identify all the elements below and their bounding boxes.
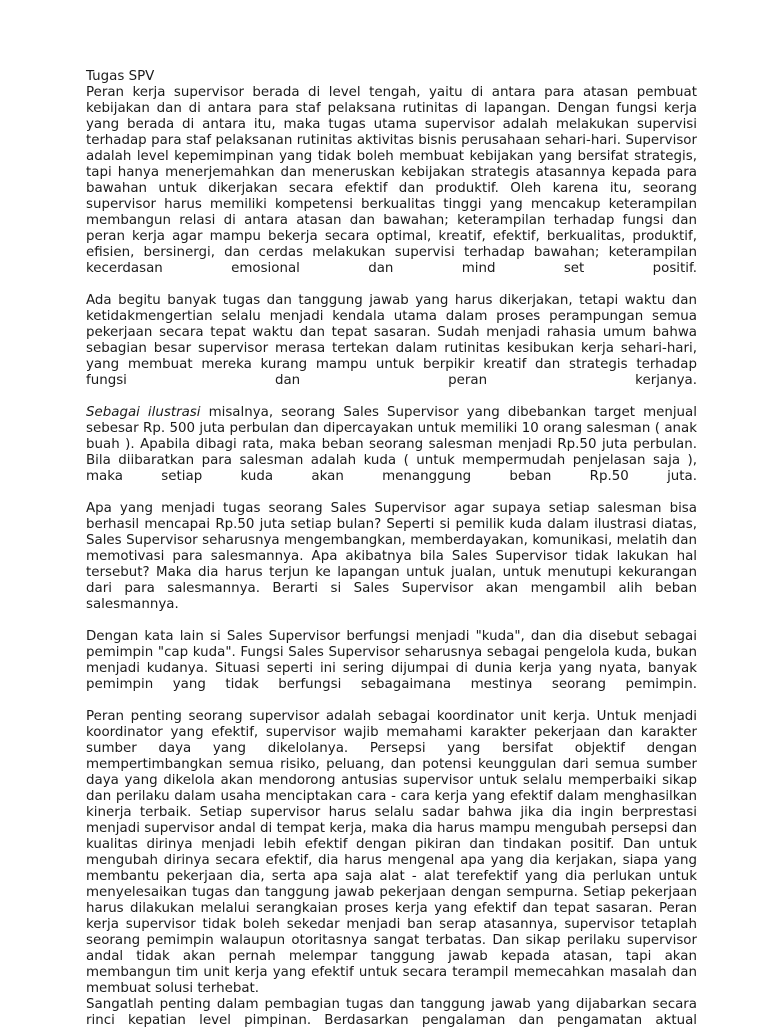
document-page bbox=[86, 69, 697, 1029]
document-title: Tugas SPV bbox=[86, 69, 155, 84]
illustration-body: misalnya, seorang Sales Supervisor yang dibebankan target menjual sebesar Rp. 500 juta perbulan dan dipercayakan untuk memiliki 10 orang salesman ( anak buah ). Apabila dibagi rata, maka beban seorang salesman menjadi Rp.50 juta perbulan. Bila diibaratkan para salesman adalah kuda ( untuk mempermudah penjelasan saja ), maka setiap kuda akan menanggung beban Rp.50 juta. bbox=[86, 405, 697, 484]
paragraph-illustration bbox=[86, 405, 697, 485]
paragraph-coordinator: Peran penting seorang supervisor adalah sebagai koordinator unit kerja. Untuk menjadi koordinator yang efektif, supervisor wajib memahami karakter pekerjaan dan karakter sumber daya yang dikelolanya. Persepsi yang bersifat objektif dengan mempertimbangkan semua risiko, peluang, dan potensi keunggulan dari semua sumber daya yang dikelola akan mendorong antusias supervisor untuk selalu memperbaiki sikap dan perilaku dalam usaha menciptakan cara - cara kerja yang efektif dalam menghasilkan kinerja terbaik. Setiap supervisor harus selalu sadar bahwa jika dia ingin berprestasi menjadi supervisor andal di tempat kerja, maka dia harus mampu mengubah persepsi dan kualitas dirinya menjadi lebih efektif dengan pikiran dan tindakan positif. Dan untuk mengubah dirinya secara efektif, dia harus mengenal apa yang dia kerjakan, siapa yang membantu pekerjaan dia, serta apa saja alat - alat terefektif yang dia perlukan untuk menyelesaikan tugas dan tanggung jawab pekerjaan dengan sempurna. Setiap pekerjaan harus dilakukan melalui serangkaian proses kerja yang efektif dan tepat sasaran. Peran kerja supervisor tidak boleh sekedar menjadi ban serap atasannya, supervisor tetaplah seorang pemimpin walaupun otoritasnya sangat terbatas. Dan sikap perilaku supervisor andal tidak akan pernah melempar tanggung jawab kepada atasan, tapi akan membangun tim unit kerja yang efektif untuk secara terampil memecahkan masalah dan membuat solusi terhebat. bbox=[86, 709, 697, 996]
paragraph-task-division: Sangatlah penting dalam pembagian tugas dan tanggung jawab yang dijabarkan secara rinci kepatian level pimpinan. Berdasarkan pengalaman dan pengamatan aktual bbox=[86, 997, 697, 1028]
paragraph-sales-supervisor-task: Apa yang menjadi tugas seorang Sales Supervisor agar supaya setiap salesman bisa berhasil mencapai Rp.50 juta setiap bulan? Seperti si pemilik kuda dalam ilustrasi diatas, Sales Supervisor seharusnya mengembangkan, memberdayakan, komunikasi, melatih dan memotivasi para salesmannya. Apa akibatnya bila Sales Supervisor tidak lakukan hal tersebut? Maka dia harus terjun ke lapangan untuk jualan, untuk menutupi kekurangan dari para salesmannya. Berarti si Sales Supervisor akan mengambil alih beban salesmannya. bbox=[86, 501, 697, 612]
paragraph-supervisor-role: Peran kerja supervisor berada di level tengah, yaitu di antara para atasan pembuat kebijakan dan di antara para staf pelaksana rutinitas di lapangan. Dengan fungsi kerja yang berada di antara itu, maka tugas utama supervisor adalah melakukan supervisi terhadap para staf pelaksanan rutinitas aktivitas bisnis perusahaan sehari-hari. Supervisor adalah level kepemimpinan yang tidak boleh membuat kebijakan yang bersifat strategis, tapi hanya menerjemahkan dan meneruskan kebijakan strategis atasannya kepada para bawahan untuk dikerjakan secara efektif dan produktif. Oleh karena itu, seorang supervisor harus memiliki kompetensi berkualitas tinggi yang mencakup keterampilan membangun relasi di antara atasan dan bawahan; keterampilan terhadap fungsi dan peran kerja agar mampu bekerja secara optimal, kreatif, efektif, berkualitas, produktif, efisien, bersinergi, dan cerdas melakukan supervisi terhadap bawahan; keterampilan kecerdasan emosional dan mind set positif. bbox=[86, 85, 697, 276]
paragraph-workload: Ada begitu banyak tugas dan tanggung jawab yang harus dikerjakan, tetapi waktu dan ketidakmengertian selalu menjadi kendala utama dalam proses perampungan semua pekerjaan secara tepat waktu dan tepat sasaran. Sudah menjadi rahasia umum bahwa sebagian besar supervisor merasa tertekan dalam rutinitas kesibukan kerja sehari-hari, yang membuat mereka kurang mampu untuk berpikir kreatif dan strategis terhadap fungsi dan peran kerjanya. bbox=[86, 293, 697, 388]
illustration-lead: Sebagai ilustrasi bbox=[86, 405, 201, 420]
paragraph-cap-kuda: Dengan kata lain si Sales Supervisor berfungsi menjadi "kuda", dan dia disebut sebagai pemimpin "cap kuda". Fungsi Sales Supervisor seharusnya sebagai pengelola kuda, bukan menjadi kudanya. Situasi seperti ini sering dijumpai di dunia kerja yang nyata, banyak pemimpin yang tidak berfungsi sebagaimana mestinya seorang pemimpin. bbox=[86, 629, 697, 692]
